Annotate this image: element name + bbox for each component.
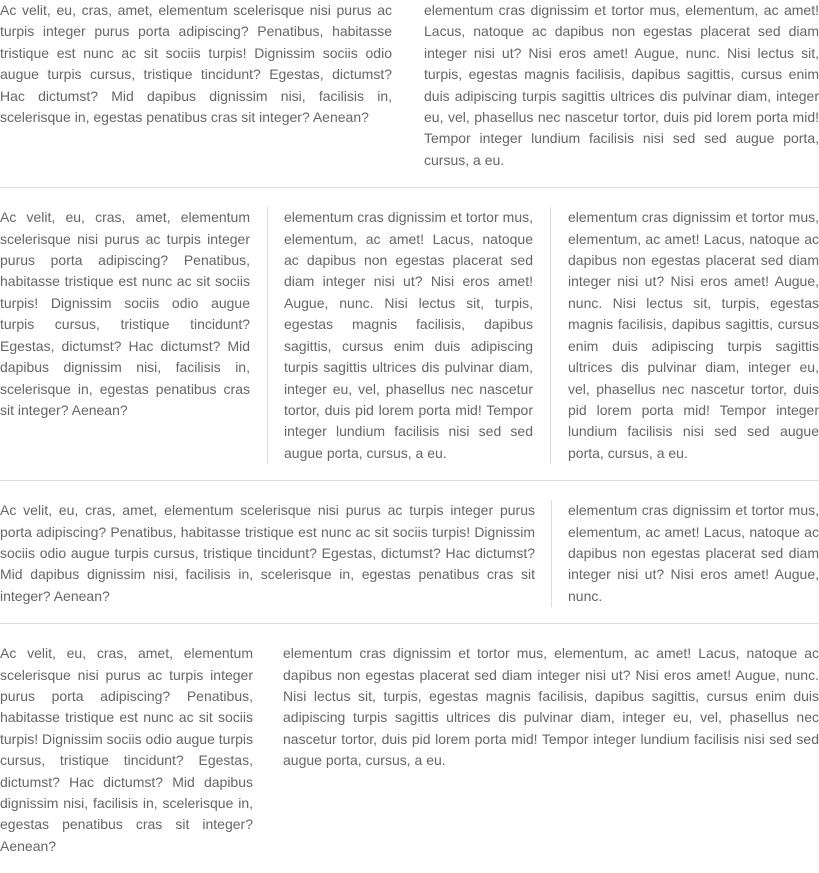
text-column <box>0 207 267 464</box>
text-column <box>267 207 550 464</box>
paragraph: elementum cras dignissim et tortor mus, elementum, ac amet! Lacus, natoque ac dapibus non egestas placerat sed diam integer nisi ut? Nisi eros amet! Augue, nunc. Nisi lectus sit, turpis, egestas magnis facilisis, dapibus sagittis, cursus enim duis adipiscing turpis sagittis ultrices dis pulvinar diam, integer eu, vel, phasellus nec nascetur tortor, duis pid lorem porta mid! Tempor integer lundium facilisis nisi sed sed augue porta, cursus, a eu. <box>568 209 819 461</box>
text-column <box>409 0 819 171</box>
paragraph: Ac velit, eu, cras, amet, elementum scelerisque nisi purus ac turpis integer purus porta adipiscing? Penatibus, habitasse tristique est nunc ac sit sociis turpis! Dignissim sociis odio augue turpis cursus, tristique tincidunt? Egestas, dictumst? Hac dictumst? Mid dapibus dignissim nisi, facilisis in, scelerisque in, egestas penatibus cras sit integer? Aenean? <box>0 645 253 854</box>
text-row-1 <box>0 0 819 187</box>
paragraph: elementum cras dignissim et tortor mus, elementum, ac amet! Lacus, natoque ac dapibus non egestas placerat sed diam integer nisi ut? Nisi eros amet! Augue, nunc. <box>568 502 819 604</box>
text-column <box>551 500 819 607</box>
paragraph: elementum cras dignissim et tortor mus, elementum, ac amet! Lacus, natoque ac dapibus non egestas placerat sed diam integer nisi ut? Nisi eros amet! Augue, nunc. Nisi lectus sit, turpis, egestas magnis facilisis, dapibus sagittis, cursus enim duis adipiscing turpis sagittis ultrices dis pulvinar diam, integer eu, vel, phasellus nec nascetur tortor, duis pid lorem porta mid! Tempor integer lundium facilisis nisi sed sed augue porta, cursus, a eu. <box>284 209 533 461</box>
text-row-4 <box>0 623 819 873</box>
paragraph: Ac velit, eu, cras, amet, elementum scelerisque nisi purus ac turpis integer purus porta adipiscing? Penatibus, habitasse tristique est nunc ac sit sociis turpis! Dignissim sociis odio augue turpis cursus, tristique tincidunt? Egestas, dictumst? Hac dictumst? Mid dapibus dignissim nisi, facilisis in, scelerisque in, egestas penatibus cras sit integer? Aenean? <box>0 209 250 418</box>
text-column <box>0 643 268 857</box>
paragraph: elementum cras dignissim et tortor mus, elementum, ac amet! Lacus, natoque ac dapibus non egestas placerat sed diam integer nisi ut? Nisi eros amet! Augue, nunc. Nisi lectus sit, turpis, egestas magnis facilisis, dapibus sagittis, cursus enim duis adipiscing turpis sagittis ultrices dis pulvinar diam, integer eu, vel, phasellus nec nascetur tortor, duis pid lorem porta mid! Tempor integer lundium facilisis nisi sed sed augue porta, cursus, a eu. <box>283 645 819 769</box>
text-column <box>0 500 551 607</box>
text-column <box>550 207 819 464</box>
text-row-2 <box>0 187 819 480</box>
text-column <box>0 0 409 171</box>
paragraph: Ac velit, eu, cras, amet, elementum scelerisque nisi purus ac turpis integer purus porta adipiscing? Penatibus, habitasse tristique est nunc ac sit sociis turpis! Dignissim sociis odio augue turpis cursus, tristique tincidunt? Egestas, dictumst? Hac dictumst? Mid dapibus dignissim nisi, facilisis in, scelerisque in, egestas penatibus cras sit integer? Aenean? <box>0 2 392 126</box>
paragraph: Ac velit, eu, cras, amet, elementum scelerisque nisi purus ac turpis integer purus porta adipiscing? Penatibus, habitasse tristique est nunc ac sit sociis turpis! Dignissim sociis odio augue turpis cursus, tristique tincidunt? Egestas, dictumst? Hac dictumst? Mid dapibus dignissim nisi, facilisis in, scelerisque in, egestas penatibus cras sit integer? Aenean? <box>0 502 535 604</box>
paragraph: elementum cras dignissim et tortor mus, elementum, ac amet! Lacus, natoque ac dapibus non egestas placerat sed diam integer nisi ut? Nisi eros amet! Augue, nunc. Nisi lectus sit, turpis, egestas magnis facilisis, dapibus sagittis, cursus enim duis adipiscing turpis sagittis ultrices dis pulvinar diam, integer eu, vel, phasellus nec nascetur tortor, duis pid lorem porta mid! Tempor integer lundium facilisis nisi sed sed augue porta, cursus, a eu. <box>424 2 819 168</box>
text-column <box>268 643 819 857</box>
text-row-3 <box>0 480 819 623</box>
